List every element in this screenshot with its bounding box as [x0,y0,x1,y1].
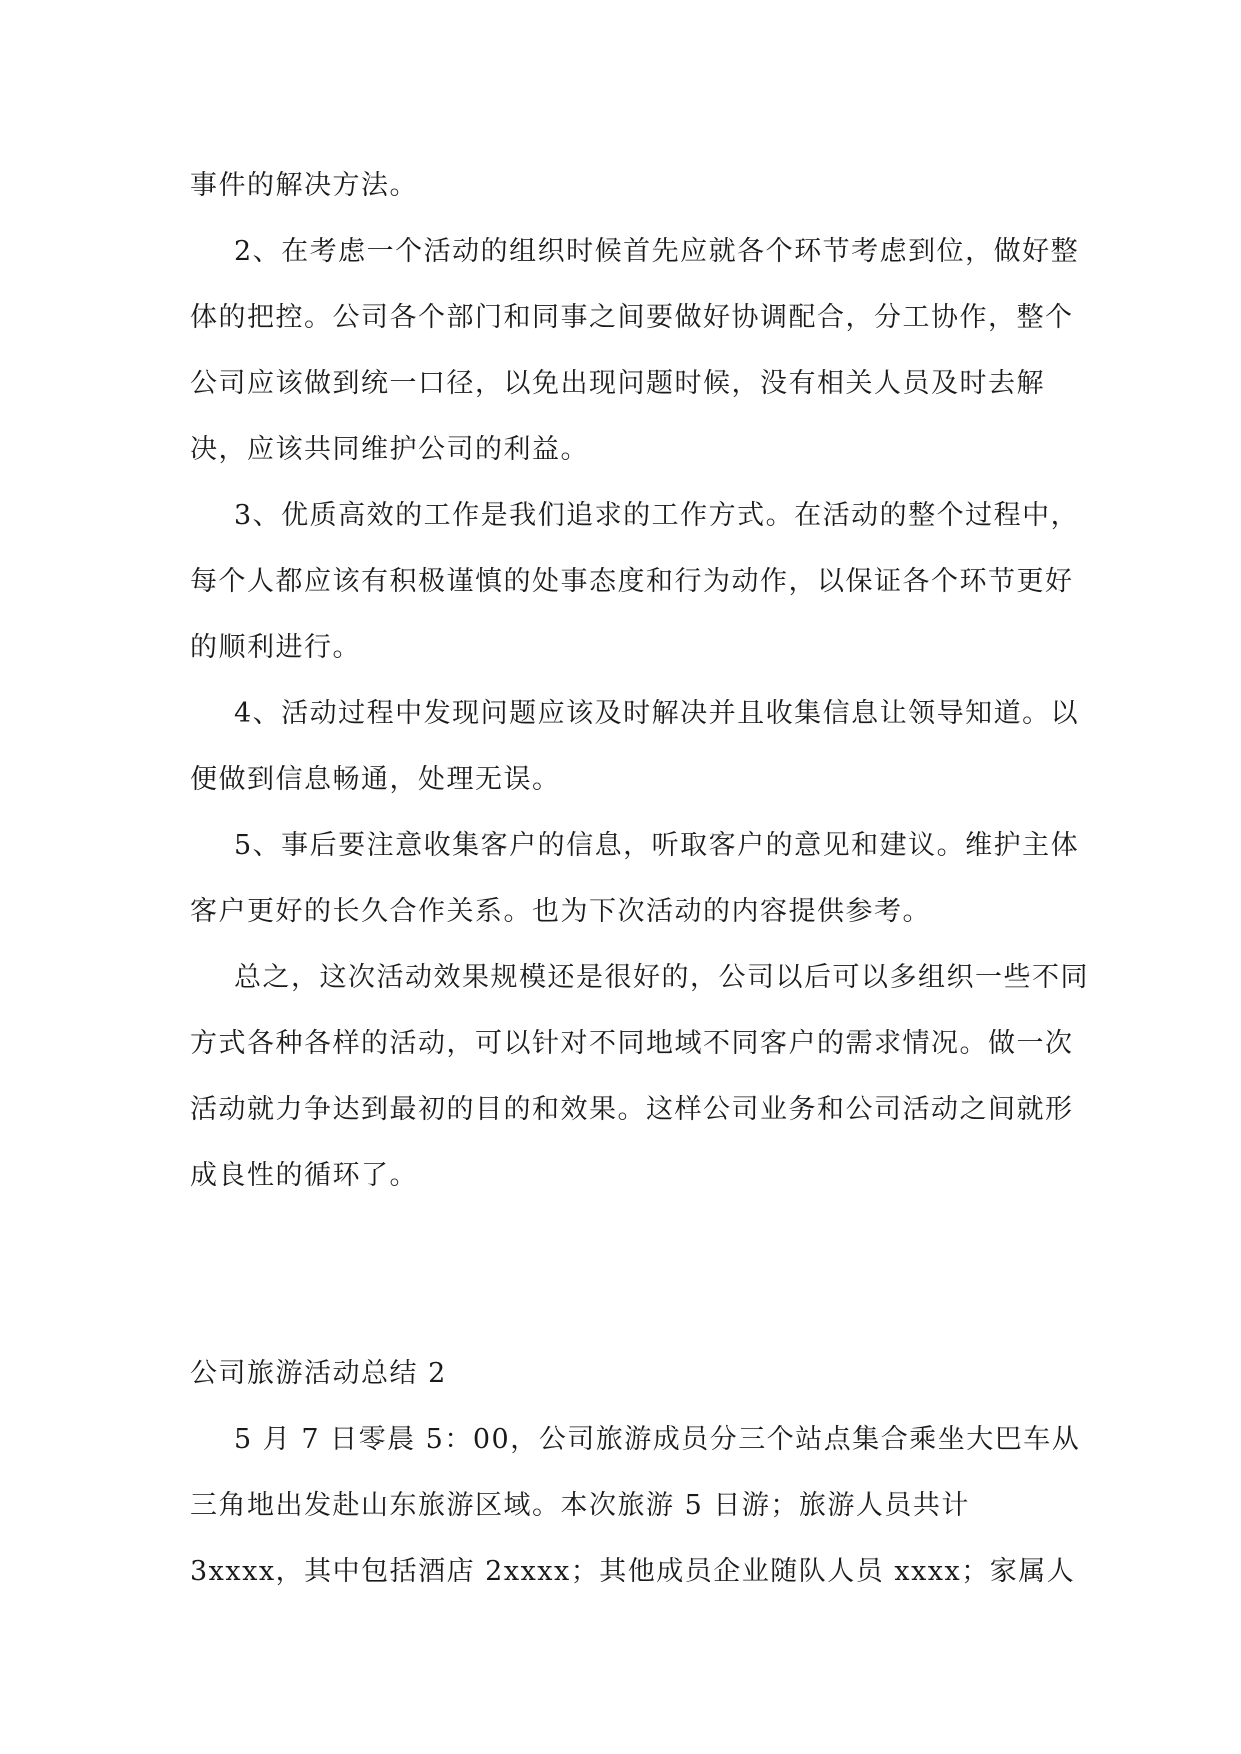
paragraph-conclusion: 总之，这次活动效果规模还是很好的，公司以后可以多组织一些不同方式各种各样的活动，可以针对不同地域不同客户的需求情况。做一次活动就力争达到最初的目的和效果。这样公司业务和公司活动之间就形成良性的循环了。 [190,962,1089,1191]
paragraph-point-2: 2、在考虑一个活动的组织时候首先应就各个环节考虑到位，做好整体的把控。公司各个部门和同事之间要做好协调配合，分工协作，整个公司应该做到统一口径，以免出现问题时候，没有相关人员及时去解决，应该共同维护公司的利益。 [190,236,1080,465]
paragraph-point-5: 5、事后要注意收集客户的信息，听取客户的意见和建议。维护主体客户更好的长久合作关系。也为下次活动的内容提供参考。 [190,830,1080,927]
paragraph-point-4: 4、活动过程中发现问题应该及时解决并且收集信息让领导知道。以便做到信息畅通，处理无误。 [190,698,1080,795]
document-body [190,153,1090,1605]
section-title: 公司旅游活动总结 2 [190,1358,447,1389]
paragraph-continuation: 事件的解决方法。 [190,170,418,201]
paragraph-section2-body: 5 月 7 日零晨 5：00，公司旅游成员分三个站点集合乘坐大巴车从三角地出发赴山东旅游区域。本次旅游 5 日游；旅游人员共计 3xxxx，其中包括酒店 2xxxx；其他成员企业随队人员 xxxx；家属人 [190,1424,1081,1587]
paragraph-point-3: 3、优质高效的工作是我们追求的工作方式。在活动的整个过程中，每个人都应该有积极谨慎的处事态度和行为动作，以保证各个环节更好的顺利进行。 [190,500,1080,663]
